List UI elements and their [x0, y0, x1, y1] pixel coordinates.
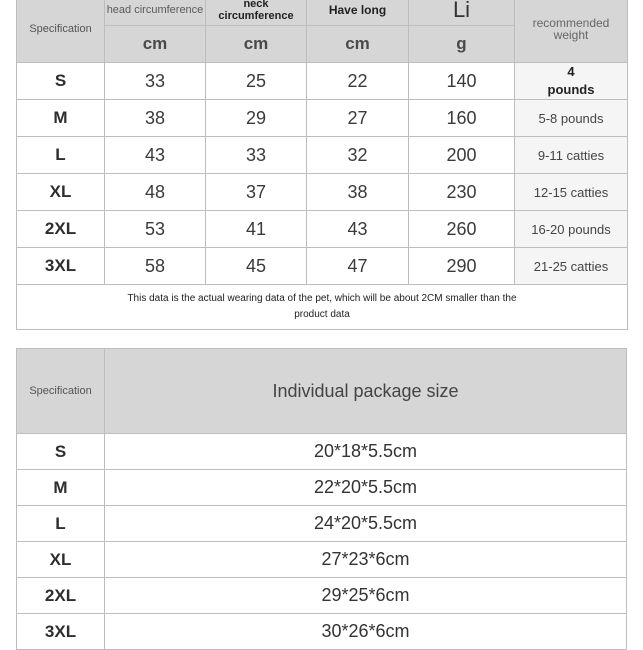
unit-head: cm — [105, 26, 206, 63]
package-size-value: 29*25*6cm — [105, 578, 627, 614]
size-table — [16, 0, 628, 330]
neck-value: 33 — [206, 137, 307, 174]
head-value: 58 — [105, 248, 206, 285]
head-value: 38 — [105, 100, 206, 137]
head-value: 43 — [105, 137, 206, 174]
table-row — [17, 578, 627, 614]
table-row — [17, 174, 628, 211]
measurement-note-text: This data is the actual wearing data of the pet, which will be about 2CM smaller than the product data — [127, 293, 517, 320]
size-label: L — [17, 137, 105, 174]
weight-value: 260 — [409, 211, 515, 248]
table-row — [17, 506, 627, 542]
neck-value: 45 — [206, 248, 307, 285]
table-row — [17, 63, 628, 100]
package-size-value: 27*23*6cm — [105, 542, 627, 578]
weight-value: 230 — [409, 174, 515, 211]
neck-value: 25 — [206, 63, 307, 100]
unit-neck: cm — [206, 26, 307, 63]
weight-value: 160 — [409, 100, 515, 137]
neck-value: 29 — [206, 100, 307, 137]
header-have-long: Have long — [307, 0, 409, 26]
package-size-value: 24*20*5.5cm — [105, 506, 627, 542]
recommended-value: 9-11 catties — [515, 137, 628, 174]
header-recommended-weight: recommended weight — [515, 0, 628, 63]
size-label: XL — [17, 174, 105, 211]
measurement-note — [17, 285, 628, 330]
length-value: 38 — [307, 174, 409, 211]
header-specification: Specification — [17, 349, 105, 434]
size-label: 2XL — [17, 211, 105, 248]
neck-value: 37 — [206, 174, 307, 211]
header-head-circumference: head circumference — [105, 0, 206, 26]
table-row — [17, 211, 628, 248]
head-value: 48 — [105, 174, 206, 211]
size-table-header-row — [17, 0, 628, 26]
size-label: XL — [17, 542, 105, 578]
weight-value: 140 — [409, 63, 515, 100]
size-label: M — [17, 100, 105, 137]
recommended-value: 21-25 catties — [515, 248, 628, 285]
length-value: 27 — [307, 100, 409, 137]
length-value: 43 — [307, 211, 409, 248]
table-row — [17, 470, 627, 506]
table-row — [17, 100, 628, 137]
package-size-value: 20*18*5.5cm — [105, 434, 627, 470]
header-li: Li — [409, 0, 515, 26]
recommended-value: 5-8 pounds — [515, 100, 628, 137]
neck-value: 41 — [206, 211, 307, 248]
unit-length: cm — [307, 26, 409, 63]
size-label: S — [17, 63, 105, 100]
table-row — [17, 137, 628, 174]
size-label: S — [17, 434, 105, 470]
table-row — [17, 434, 627, 470]
note-row — [17, 285, 628, 330]
package-size-value: 30*26*6cm — [105, 614, 627, 650]
package-table — [16, 348, 627, 650]
recommended-value: 16-20 pounds — [515, 211, 628, 248]
head-value: 33 — [105, 63, 206, 100]
package-table-header-row — [17, 349, 627, 434]
unit-weight: g — [409, 26, 515, 63]
table-row — [17, 248, 628, 285]
header-neck-circumference: neck circumference — [206, 0, 307, 26]
length-value: 47 — [307, 248, 409, 285]
table-row — [17, 614, 627, 650]
recommended-value: 12-15 catties — [515, 174, 628, 211]
size-label: L — [17, 506, 105, 542]
size-label: 3XL — [17, 614, 105, 650]
header-individual-package-size: Individual package size — [105, 349, 627, 434]
size-label: 2XL — [17, 578, 105, 614]
weight-value: 200 — [409, 137, 515, 174]
table-row — [17, 542, 627, 578]
weight-value: 290 — [409, 248, 515, 285]
length-value: 22 — [307, 63, 409, 100]
head-value: 53 — [105, 211, 206, 248]
package-size-value: 22*20*5.5cm — [105, 470, 627, 506]
recommended-value: 4 pounds — [515, 63, 628, 100]
length-value: 32 — [307, 137, 409, 174]
size-label: M — [17, 470, 105, 506]
header-specification: Specification — [17, 0, 105, 63]
size-label: 3XL — [17, 248, 105, 285]
